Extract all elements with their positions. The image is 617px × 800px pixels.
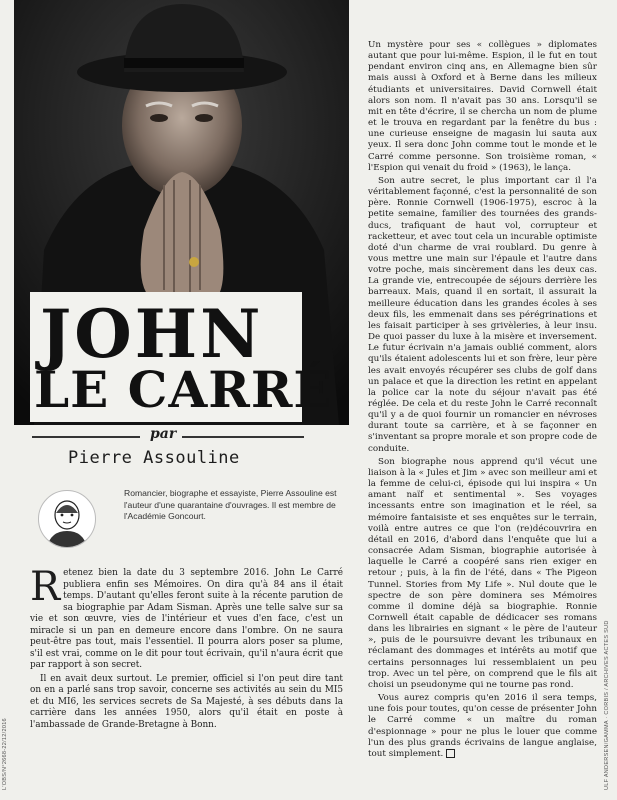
article-paragraph: Un mystère pour ses « collègues » diplomates autant que pour lui-même. Espion, il le fut en tout pendant environ cinq ans, en Allemagne bien sûr mais aussi à Oxford et à Berne dans les milieux étudiants et universitaires. David Cornwell était alors son nom. Il n'avait pas 30 ans. Lorsqu'il se mit en tête d'écrire, il se chercha un nom de plume et le trouva en regardant par la fenêtre du bus : une curieuse enseigne de magasin lui sauta aux yeux. Il sera donc John comme tout le monde et le Carré comme personne. Son troisième roman, « l'Espion qui venait du froid » (1963), le lança. [368,40,597,173]
article-paragraph: Il en avait deux surtout. Le premier, officiel si l'on peut dire tant on en a parlé sans trop savoir, concerne ses activités au sein du MI5 et du MI6, les services secrets de Sa Majesté, à ses débuts dans la carrière dans les années 1950, alors qu'il était en poste à l'ambassade de Grande-Bretagne à Bonn. [30,673,343,730]
paragraph-text: etenez bien la date du 3 septembre 2016. John Le Carré publiera enfin ses Mémoires. On dira qu'à 84 ans il était temps. D'autant qu'elles feront suite à la récente parution de sa biographie par Adam Sisman. Après une telle salve sur sa vie et son œuvre, vies de l'intérieur et vues d'en face, c'est un miracle si un pan en demeure encore dans l'ombre. On ne saura peut-être pas tout, mais l'essentiel. Il pourra alors poser sa plume, s'il est vrai, comme on le dit pour tout écrivain, qu'il n'aura écrit que par rapport à son secret. [30,568,343,670]
author-sketch-icon [39,491,95,547]
article-right-column [368,40,597,762]
title-last-name: LE CARRÉ [34,360,333,419]
author-name: Pierre Assouline [68,448,240,468]
paragraph-text: Vous aurez compris qu'en 2016 il sera temps, une fois pour toutes, qu'on cesse de présenter John le Carré comme « un maître du roman d'espionnage » pour ne plus le louer que comme l'un des plus grands écrivains de langue anglaise, tout simplement. [368,693,597,759]
end-mark-icon [446,749,455,758]
article-paragraph [368,693,597,760]
avatar [38,490,96,548]
article-paragraph: Son autre secret, le plus important car il l'a véritablement façonné, c'est la personnalité de son père. Ronnie Cornwell (1906-1975), escroc à la petite semaine, familier des tournées des grands-ducs, trafiquant de haut vol, corrupteur et racketteur, et avec tout cela un incurable optimiste doté d'un charme de vrai roublard. Du genre à vous mettre une main sur l'épaule et l'autre dans votre poche, mais sincèrement dans les deux cas. La grande vie, entrecoupée de séjours derrière les barreaux. Mais, quand il en sortait, il assurait la meilleure éducation dans les grandes écoles à ses deux fils, les emmenait dans ses pérégrinations et les faisait participer à ses grivèleries, à leur insu. De quoi passer du luxe à la misère et inversement. Le futur écrivain n'a jamais oublié comment, alors qu'ils étaient adolescents lui et son frère, leur père les avait envoyés récupérer ses clubs de golf dans un palace et que la direction les retint en appelant la police car la note du séjour n'avait pas été réglée. De cela et du reste John le Carré reconnaît qu'il y a de quoi fournir un romancier en névroses durant toute sa carrière, et à se façonner en s'inventant sa propre morale et son propre code de conduite. [368,175,597,454]
divider-rule-left [32,436,140,438]
issue-margin-note: L'OBS/N°2668-22/12/2016 [2,718,8,790]
photo-credit: ULF ANDERSEN/GAMMA · CORBIS / ARCHIVES ACTES SUD [604,620,610,790]
byline-divider [32,426,304,446]
author-bio: Romancier, biographe et essayiste, Pierre Assouline est l'auteur d'une quarantaine d'ouvrages. Il est membre de l'Académie Goncourt. [124,488,337,521]
article-left-column [30,564,343,733]
article-paragraph: Son biographe nous apprend qu'il vécut une liaison à la « Jules et Jim » avec son meilleur ami et la femme de celui-ci, épisode qui lui inspira « Un amant naïf et sentimental ». Ses voyages incessants entre son imagination et le réel, sa mémoire fantaisiste et ses enquêtes sur le terrain, voilà entre autres ce que l'on (re)découvrira en détail en 2016, d'abord dans l'enquête que lui a consacrée Adam Sisman, biographie autorisée à laquelle le Carré a coopéré sans rien exiger en retour ; puis, à la fin de l'été, dans « The Pigeon Tunnel. Stories from My Life ». Nul doute que le spectre de son père dominera ses Mémoires comme il domine déjà sa biographie. Ronnie Cornwell était capable de dédicacer ses romans dans les librairies en signant « le père de l'auteur », puis de le poursuivre devant les tribunaux en réclamant des dommages et intérêts au motif que certains personnages lui ressemblaient un peu trop. Avec un tel père, on comprend que le fils ait choisi un pseudonyme qui ne tourne pas rond. [368,456,597,690]
background-previous-page-text [355,0,615,38]
author-bio-block [38,488,343,550]
article-paragraph [30,564,343,672]
divider-rule-right [182,436,304,438]
byline-par: par [150,426,177,442]
title-first-name: JOHN [40,295,264,373]
drop-cap: R [30,564,61,610]
